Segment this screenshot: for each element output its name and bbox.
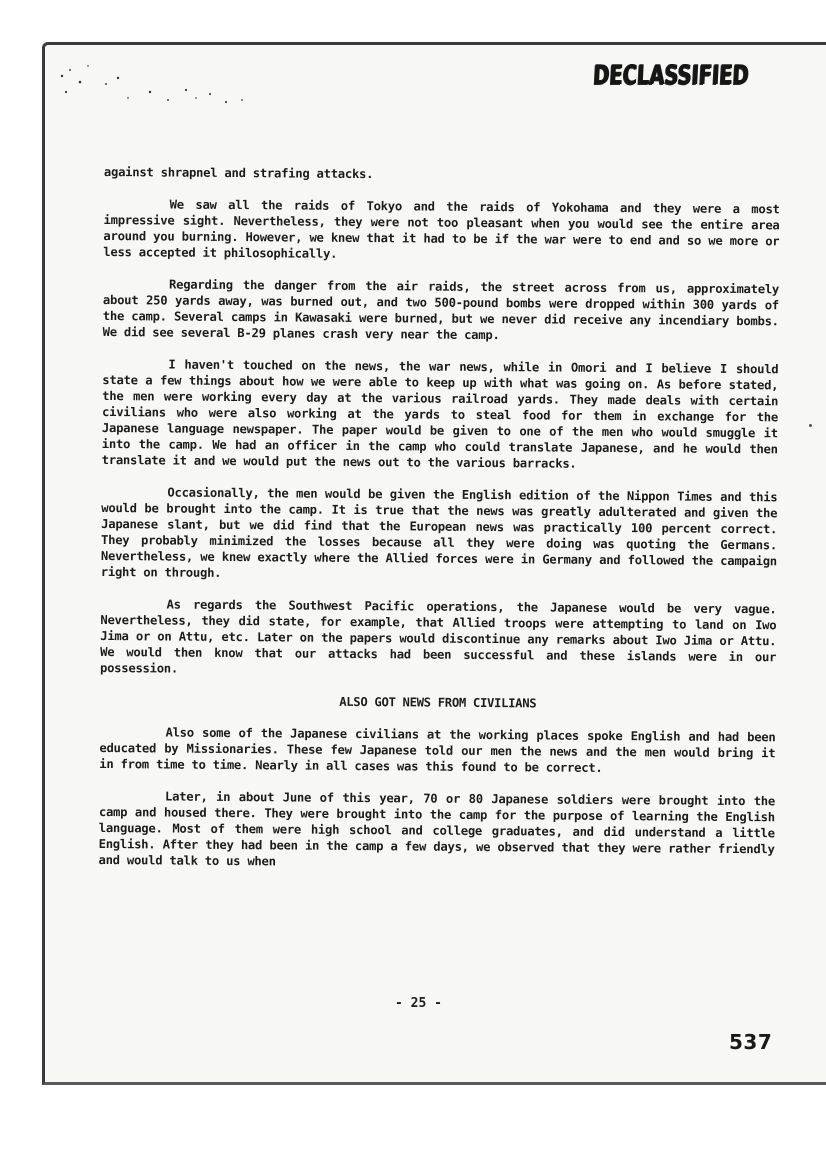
paragraph-nippon-times: Occasionally, the men would be given the English edition of the Nippon Times and this would be brought into the camp. It is true that the news was greatly adulterated and given the Japanese slant, but we did find that the European news was practically 100 percent correct. They probably minimized the losses because all they were doing was quoting the Germans. Nevertheless, we knew exactly where the Allied forces were in Germany and followed the campaign right on through. [100,485,778,580]
paragraph-pacific-operations: As regards the Southwest Pacific operations, the Japanese would be very vague. Nevertheless, they did state, for example, that Allied troops were attempting to land on Iwo Jima or on Attu, etc. Later on the papers would discontinue any remarks about Iwo Jima or Attu. We would then know that our attacks had been successful and these islands were in our possession. [99,597,777,676]
paragraph-war-news: I haven't touched on the news, the war news, while in Omori and I believe I should state a few things about how we were able to keep up with what was going on. As before stated, the men were working every day at the various railroad yards. They made deals with certain civilians who were also working at the yards to steal food for them in exchange for the Japanese language newspaper. The paper would be given to one of the men who would smuggle it into the camp. We had an officer in the camp who could translate Japanese, and he would then translate it and we would put the news out to the various barracks. [101,357,779,471]
page-number: - 25 - [395,996,442,1011]
document-body [98,164,780,889]
paragraph-japanese-soldiers: Later, in about June of this year, 70 or 80 Japanese soldiers were brought into the camp and housed there. They were brought into the camp for the purpose of learning the English language. Most of them were high school and college graduates, and did understand a little English. After they had been in the camp a few days, we observed that they were rather friendly and would talk to us when [98,789,776,869]
declassified-stamp [594,60,814,108]
section-heading: ALSO GOT NEWS FROM CIVILIANS [339,694,537,711]
paragraph-civilians: Also some of the Japanese civilians at the working places spoke English and had been educated by Missionaries. These few Japanese told our men the news and the men would bring it in from time to time. Nearly in all cases was this found to be correct. [99,725,776,775]
scan-mark [809,424,812,427]
paragraph-air-raid-danger: Regarding the danger from the air raids, the street across from us, approximately about 250 yards away, was burned out, and two 500-pound bombs were dropped within 300 yards of the camp. Several camps in Kawasaki were burned, but we never did receive any incendiary bombs. We did see several B-29 planes crash very near the camp. [102,277,780,343]
scan-speckles [58,62,258,112]
paragraph-raids: We saw all the raids of Tokyo and the raids of Yokohama and they were a most impressive sight. Nevertheless, they were not too pleasant when you would see the entire area around you burning. However, we knew that it had to be if the war were to end and so we more or less accepted it philosophically. [103,197,780,261]
paragraph-continuation: against shrapnel and strafing attacks. [103,164,374,182]
folio-number: 537 [729,1030,773,1054]
stamp-text: DECLASSIFIED [592,60,750,91]
